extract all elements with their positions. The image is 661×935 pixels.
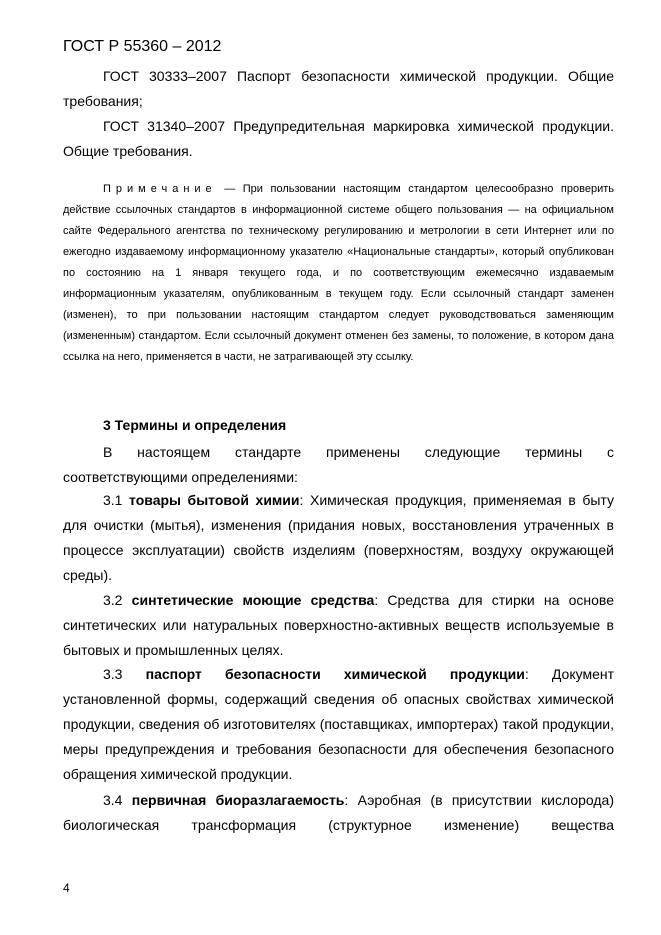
- term-definition-3-2: [63, 588, 614, 663]
- term-number: 3.3: [103, 666, 146, 682]
- document-header: ГОСТ Р 55360 – 2012: [63, 38, 222, 55]
- section-intro: В настоящем стандарте применены следующие термины с соответствующими определениями:: [63, 444, 614, 485]
- term-text: : Документ установленной формы, содержащий сведения об опасных свойствах химической продукции, сведения об изготовителях (поставщиках, импортерах) такой продукции, меры предупреждения и требования безопасности для обеспечения безопасного обращения химической продукции.: [63, 666, 615, 782]
- term-number: 3.4: [103, 792, 132, 808]
- reference-gost-30333: ГОСТ 30333–2007 Паспорт безопасности химической продукции. Общие требования;: [63, 68, 614, 109]
- term-definition-3-4: [63, 788, 614, 838]
- term-text: : Аэробная (в присутствии кислорода) биологическая трансформация (структурное изменение) вещества: [63, 792, 614, 833]
- page-number: 4: [63, 881, 70, 895]
- note-label: Примечание: [103, 183, 217, 195]
- term-text: : Средства для стирки на основе синтетических или натуральных поверхностно-активных веществ используемые в бытовых и промышленных целях.: [63, 592, 615, 658]
- term-name: синтетические моющие средства: [131, 592, 375, 608]
- section-title: 3 Термины и определения: [103, 417, 287, 433]
- reference-gost-31340: ГОСТ 31340–2007 Предупредительная маркировка химической продукции. Общие требования.: [63, 118, 614, 159]
- term-definition-3-3: [63, 662, 614, 787]
- note-text: — При пользовании настоящим стандартом целесообразно проверить действие ссылочных стандартов в информационной системе общего пользования — на официальном сайте Федерального агентства по техническому регулированию и метрологии в сети Интернет или по ежегодно издаваемому информационному указателю «Национальные стандарты», который опубликован по состоянию на 1 января текущего года, и по соответствующим ежемесячно издаваемым информационным указателям, опубликованным в текущем году. Если ссылочный стандарт заменен (изменен), то при пользовании настоящим стандартом следует руководствоваться заменяющим (измененным) стандартом. Если ссылочный документ отменен без замены, то положение, в котором дана ссылка на него, применяется в части, не затрагивающей эту ссылку.: [63, 183, 614, 363]
- term-number: 3.1: [103, 492, 130, 508]
- reference-note: [63, 179, 614, 368]
- term-name: товары бытовой химии: [129, 492, 300, 508]
- term-definition-3-1: [63, 488, 614, 588]
- term-text: : Химическая продукция, применяемая в быту для очистки (мытья), изменения (придания новых, восстановления утраченных в процессе эксплуатации) свойств изделиям (поверхностям, воздуху окружающей среды).: [63, 492, 614, 583]
- term-name: первичная биоразлагаемость: [131, 792, 345, 808]
- term-number: 3.2: [103, 592, 132, 608]
- term-name: паспорт безопасности химической продукции: [145, 666, 525, 682]
